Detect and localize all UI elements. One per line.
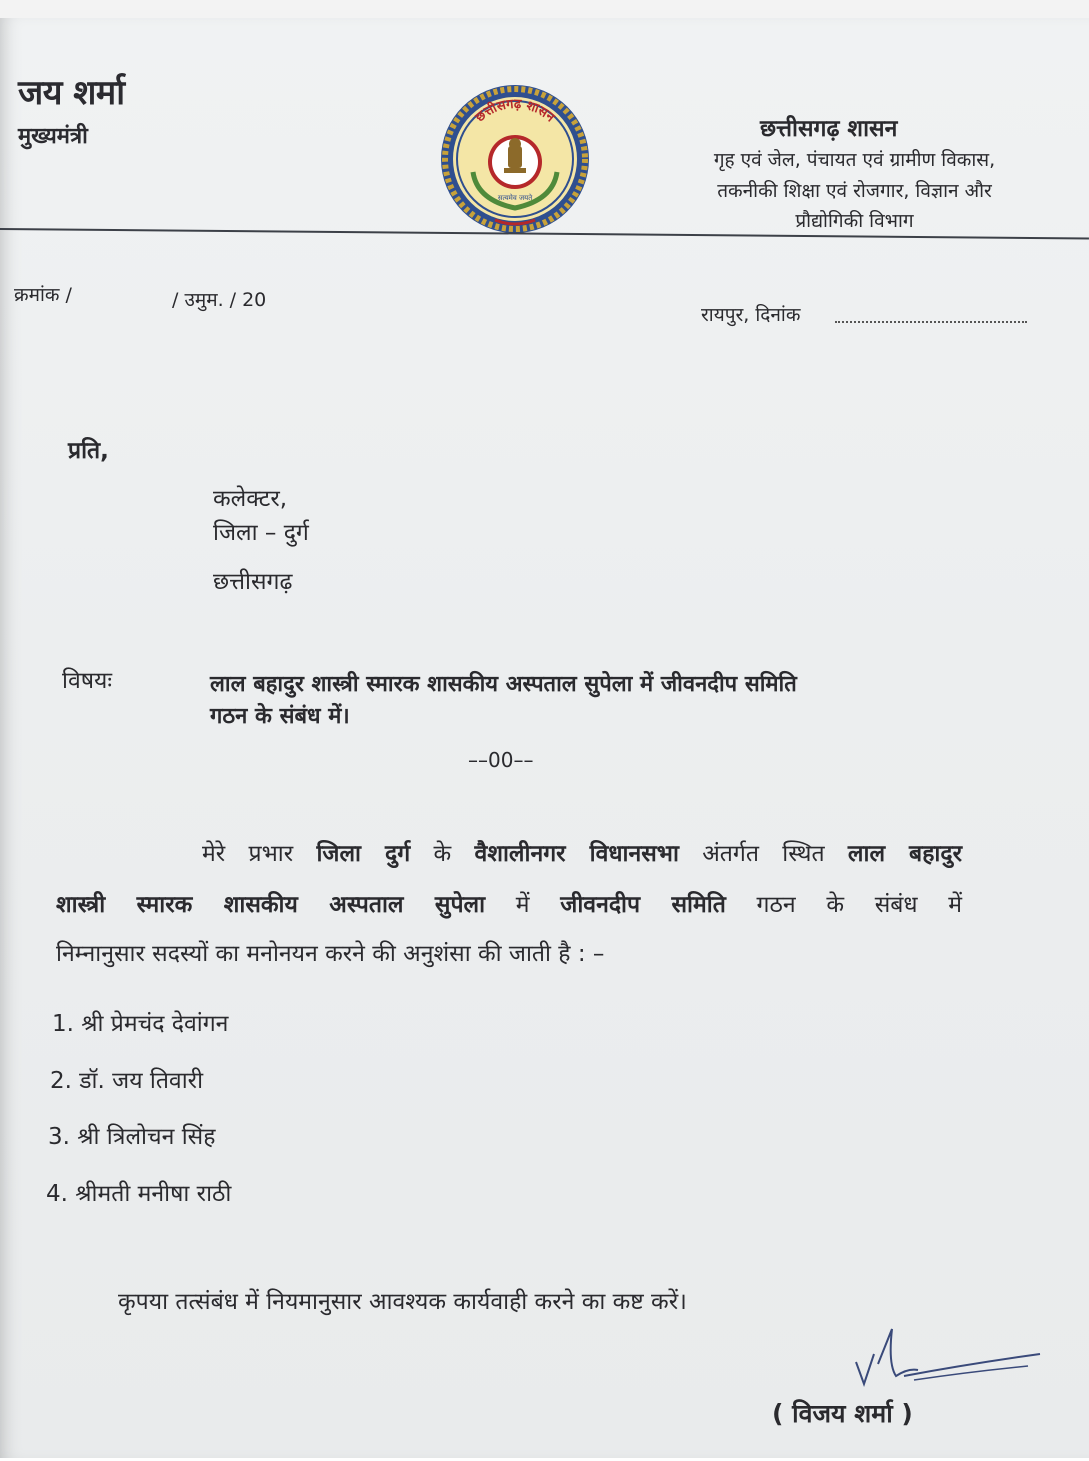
body-text: में (485, 892, 561, 918)
emblem-motto: सत्यमेव जयते (497, 194, 533, 202)
photo-top-margin (0, 0, 1089, 18)
addressee-state: छत्तीसगढ़ (213, 569, 293, 595)
subject-line-2: गठन के संबंध में। (210, 704, 350, 729)
body-district: जिला दुर्ग (316, 841, 411, 867)
sender-name: जय शर्मा (18, 73, 125, 113)
department-line-2: तकनीकी शिक्षा एवं रोजगार, विज्ञान और (717, 180, 992, 202)
salutation-prati: प्रति, (68, 438, 109, 464)
member-list-item: 1. श्री प्रेमचंद देवांगन (52, 1011, 229, 1037)
reference-code: / उमुम. / 20 (172, 289, 267, 311)
body-paragraph-line-3: निम्नानुसार सदस्यों का मनोनयन करने की अनुशंसा की जाती है : – (56, 941, 605, 967)
body-hospital-name: शास्त्री स्मारक शासकीय अस्पताल सुपेला (56, 892, 486, 918)
member-list-item: 4. श्रीमती मनीषा राठी (46, 1181, 232, 1207)
date-blank-line (835, 321, 1027, 323)
handwritten-signature (848, 1324, 1043, 1404)
addressee-collector: कलेक्टर, (213, 486, 288, 512)
department-heading: छत्तीसगढ़ शासन (760, 116, 898, 142)
body-text: के (410, 841, 475, 867)
place-date-label: रायपुर, दिनांक (701, 304, 801, 326)
body-constituency: वैशालीनगर विधानसभा (474, 841, 679, 867)
member-list-item: 2. डॉ. जय तिवारी (50, 1068, 204, 1094)
emblem-arc-text: छत्तीसगढ़ शासन (472, 96, 558, 126)
reference-number-label: क्रमांक / (14, 284, 72, 306)
body-committee: जीवनदीप समिति (560, 892, 726, 918)
department-line-1: गृह एवं जेल, पंचायत एवं ग्रामीण विकास, (713, 149, 996, 171)
letter-page (0, 18, 1089, 1458)
closing-request: कृपया तत्संबंध में नियमानुसार आवश्यक कार्यवाही करने का कष्ट करें। (118, 1289, 687, 1315)
signatory-name: ( विजय शर्मा ) (772, 1399, 913, 1428)
subject-label: विषयः (62, 668, 113, 694)
addressee-district: जिला – दुर्ग (213, 520, 309, 546)
body-hospital-start: लाल बहादुर (847, 841, 962, 867)
chhattisgarh-emblem (437, 80, 593, 238)
subject-line-1: लाल बहादुर शास्त्री स्मारक शासकीय अस्पताल सुपेला में जीवनदीप समिति (210, 672, 797, 697)
body-text: गठन के संबंध में (725, 892, 962, 918)
member-list-item: 3. श्री त्रिलोचन सिंह (48, 1124, 216, 1150)
sender-designation: मुख्यमंत्री (18, 124, 88, 149)
body-text: अंतर्गत स्थित (678, 841, 848, 867)
body-text: मेरे प्रभार (202, 841, 317, 867)
body-paragraph-line-2 (56, 887, 962, 919)
department-line-3: प्रौद्योगिकी विभाग (795, 210, 914, 232)
body-paragraph-line-1 (56, 836, 962, 868)
section-separator: ––00–– (468, 748, 534, 772)
